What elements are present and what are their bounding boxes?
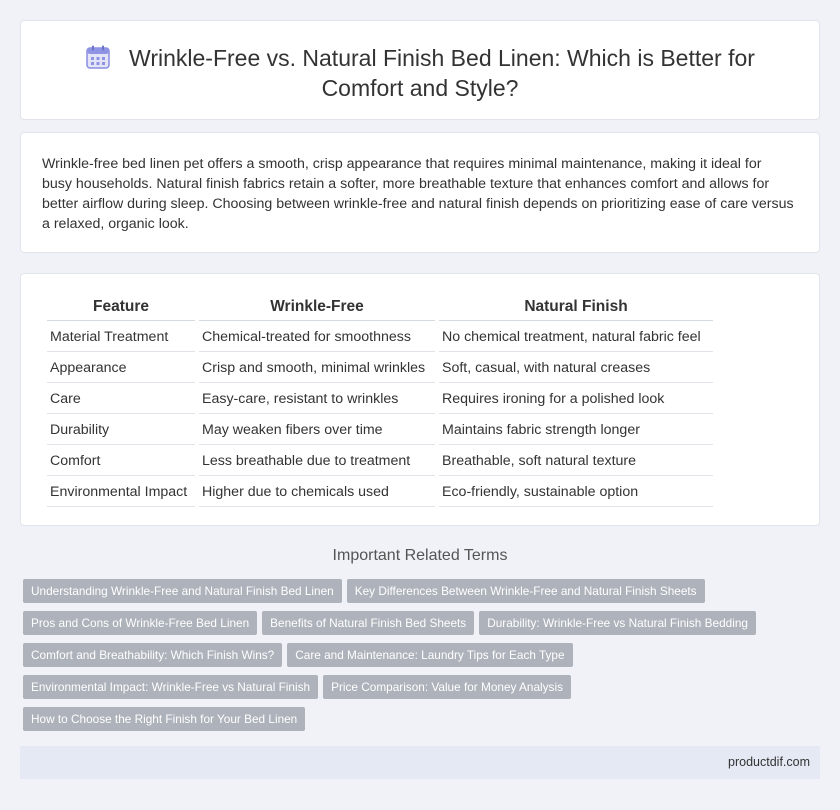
cell-feature: Material Treatment: [47, 323, 195, 352]
cell-natural-finish: Eco-friendly, sustainable option: [439, 478, 713, 507]
header-wrinkle-free: Wrinkle-Free: [199, 298, 435, 321]
related-term-link[interactable]: Benefits of Natural Finish Bed Sheets: [262, 611, 474, 635]
cell-wrinkle-free: Easy-care, resistant to wrinkles: [199, 385, 435, 414]
table-row: [47, 478, 713, 507]
header-feature: Feature: [47, 298, 195, 321]
intro-card: [20, 132, 820, 253]
related-term-link[interactable]: How to Choose the Right Finish for Your Bed Linen: [23, 707, 305, 731]
related-term-link[interactable]: Key Differences Between Wrinkle-Free and Natural Finish Sheets: [347, 579, 705, 603]
related-term-link[interactable]: Environmental Impact: Wrinkle-Free vs Natural Finish: [23, 675, 318, 699]
page-title: [61, 43, 779, 103]
tag-row: [23, 579, 783, 611]
related-term-link[interactable]: Durability: Wrinkle-Free vs Natural Finish Bedding: [479, 611, 756, 635]
calendar-icon: [85, 44, 111, 70]
cell-natural-finish: Breathable, soft natural texture: [439, 447, 713, 476]
cell-feature: Care: [47, 385, 195, 414]
cell-wrinkle-free: Less breathable due to treatment: [199, 447, 435, 476]
footer: [20, 746, 820, 779]
footer-site-link[interactable]: productdif.com: [728, 755, 810, 769]
tag-row: [23, 707, 783, 739]
cell-natural-finish: Maintains fabric strength longer: [439, 416, 713, 445]
tag-row: [23, 675, 783, 707]
table-row: [47, 385, 713, 414]
table-row: [47, 354, 713, 383]
cell-wrinkle-free: Chemical-treated for smoothness: [199, 323, 435, 352]
table-row: [47, 323, 713, 352]
cell-natural-finish: Requires ironing for a polished look: [439, 385, 713, 414]
related-term-link[interactable]: Understanding Wrinkle-Free and Natural Finish Bed Linen: [23, 579, 342, 603]
related-term-link[interactable]: Care and Maintenance: Laundry Tips for Each Type: [287, 643, 572, 667]
related-term-link[interactable]: Price Comparison: Value for Money Analysis: [323, 675, 571, 699]
related-term-link[interactable]: Comfort and Breathability: Which Finish Wins?: [23, 643, 282, 667]
cell-wrinkle-free: Crisp and smooth, minimal wrinkles: [199, 354, 435, 383]
related-terms-list: [23, 579, 783, 739]
cell-wrinkle-free: May weaken fibers over time: [199, 416, 435, 445]
cell-feature: Appearance: [47, 354, 195, 383]
header-natural-finish: Natural Finish: [439, 298, 713, 321]
title-card: [20, 20, 820, 120]
cell-wrinkle-free: Higher due to chemicals used: [199, 478, 435, 507]
cell-feature: Durability: [47, 416, 195, 445]
cell-feature: Comfort: [47, 447, 195, 476]
related-terms-heading: Important Related Terms: [332, 547, 508, 564]
cell-feature: Environmental Impact: [47, 478, 195, 507]
tag-row: [23, 643, 783, 675]
comparison-card: [20, 273, 820, 526]
cell-natural-finish: No chemical treatment, natural fabric feel: [439, 323, 713, 352]
table-row: [47, 416, 713, 445]
tag-row: [23, 611, 783, 643]
intro-text: Wrinkle-free bed linen pet offers a smooth, crisp appearance that requires minimal maintenance, making it ideal for busy households. Natural finish fabrics retain a softer, more breathable texture that enhances comfort and allows for better airflow during sleep. Choosing between wrinkle-free and natural finish depends on prioritizing ease of care versus a relaxed, organic look.: [42, 156, 794, 232]
comparison-table: [43, 296, 717, 509]
related-term-link[interactable]: Pros and Cons of Wrinkle-Free Bed Linen: [23, 611, 257, 635]
table-header-row: [47, 298, 713, 321]
cell-natural-finish: Soft, casual, with natural creases: [439, 354, 713, 383]
page-title-text: Wrinkle-Free vs. Natural Finish Bed Linen: Which is Better for Comfort and Style?: [129, 45, 755, 101]
table-row: [47, 447, 713, 476]
